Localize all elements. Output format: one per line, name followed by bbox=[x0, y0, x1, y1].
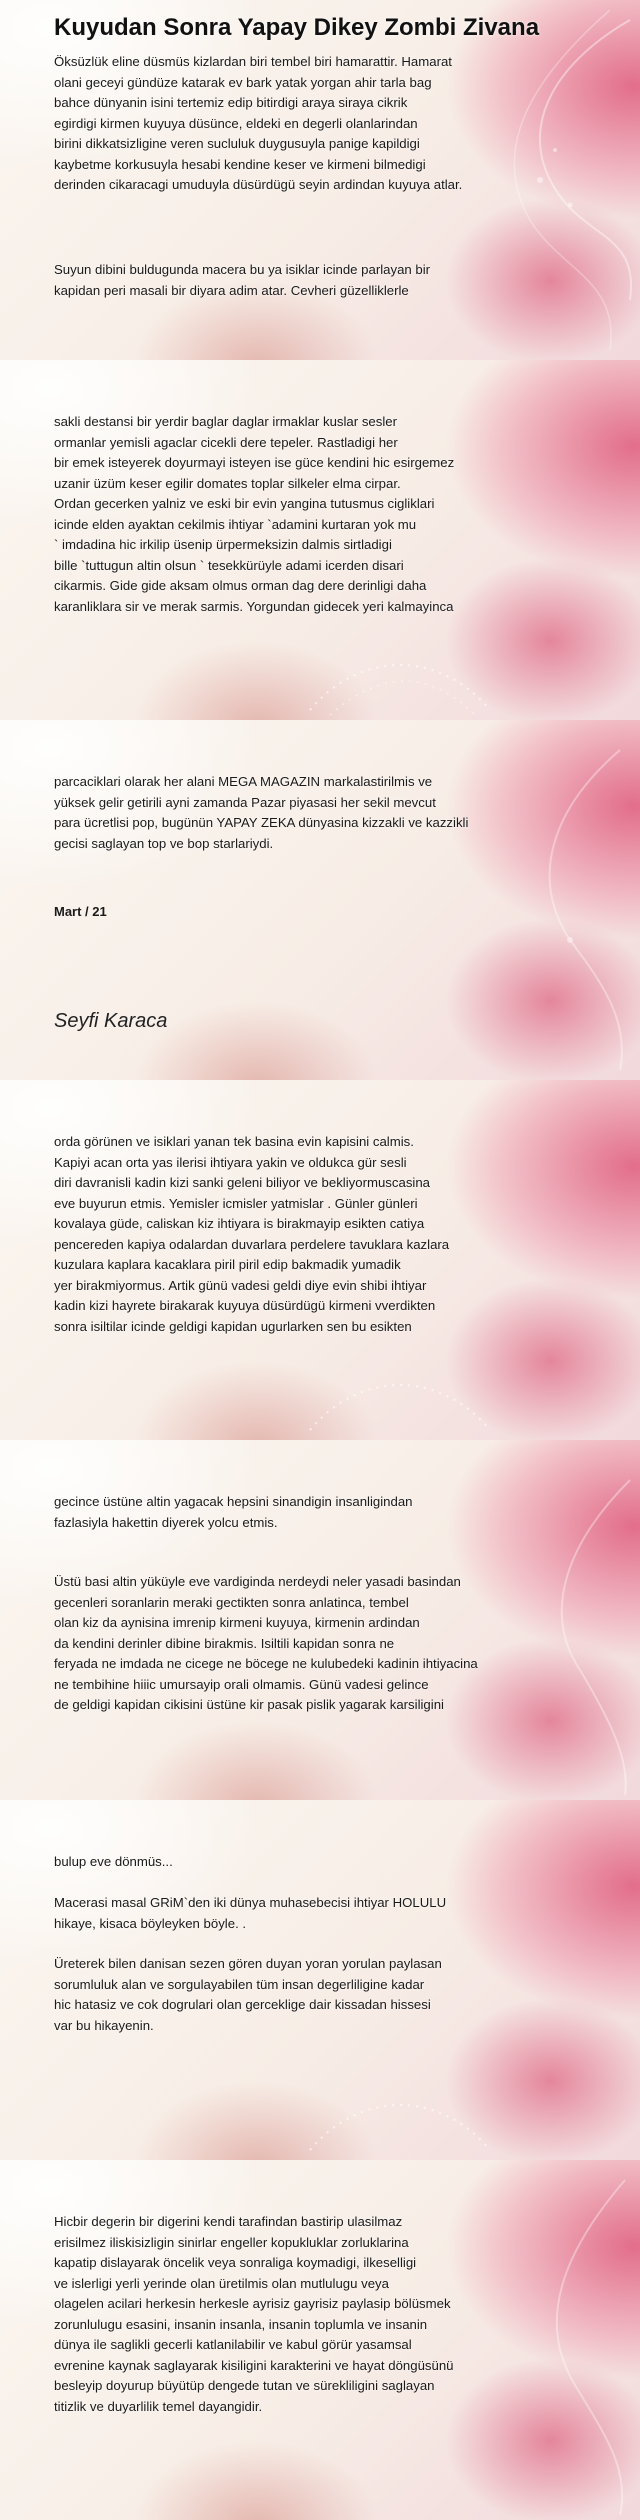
poem-panel-6 bbox=[0, 1800, 640, 2160]
dotted-arc-decoration bbox=[300, 2050, 500, 2160]
dotted-arc-decoration bbox=[300, 1330, 500, 1440]
poem-date: Mart / 21 bbox=[54, 904, 107, 919]
poem-panel-2 bbox=[0, 360, 640, 720]
author-name[interactable]: Seyfi Karaca bbox=[54, 1010, 168, 1032]
poem-panel-1 bbox=[0, 0, 640, 360]
poem-panel-5 bbox=[0, 1440, 640, 1800]
poem-paragraph: Macerasi masal GRiM`den iki dünya muhasebecisi ihtiyar HOLULU hikaye, kisaca böyleyken böyle. . bbox=[54, 1895, 447, 1931]
poem-paragraph: gecince üstüne altin yagacak hepsini sinandigin insanligindan fazlasiyla hakettin diyerek yolcu etmis. bbox=[54, 1494, 413, 1530]
poem-paragraph: Üreterek bilen danisan sezen gören duyan yoran yorulan paylasan sorumluluk alan ve sorgulayabilen tüm insan degerliligine kadar hic hatasiz ve cok dogrulari olan gerceklige dair kissadan hissesi var bu hikayenin. bbox=[54, 1956, 442, 2033]
poem-paragraph: orda görünen ve isiklari yanan tek basina evin kapisini calmis. Kapiyi acan orta yas ilerisi ihtiyara yakin ve oldukca gür sesli diri davranisli kadin kizi sanki geleni biliyor ve bekliyormuscasina eve buyurun etmis. Yemisler icmisler yatmislar . Günler günleri kovalaya güde, caliskan kiz ihtiyara is birakmayip esikten catiya pencereden kapiya odalardan duvarlara perdelere tavuklara kazlara kuzulara kaplara kacaklara piril piril edip bakmadik yumadik yer birakmiyormus. Artik günü vadesi geldi diye evin shibi ihtiyar kadin kizi hayrete birakarak kuyuya düsürdügü kirmeni vverdikten sonra isiltilar icinde geldigi kapidan ugurlarken sen bu esikten bbox=[54, 1134, 450, 1334]
poem-paragraph: parcaciklari olarak her alani MEGA MAGAZIN markalastirilmis ve yüksek gelir getirili ayni zamanda Pazar piyasasi her sekil mevcut para ücretlisi pop, bugünün YAPAY ZEKA dünyasina kizzakli ve kazzikli gecisi saglayan top ve bop starlariydi. bbox=[54, 774, 469, 851]
poem-paragraph: Öksüzlük eline düsmüs kizlardan biri tembel biri hamarattir. Hamarat olani geceyi gündüze katarak ev bark yatak yorgan ahir tarla bag bahce dünyanin isini tertemiz edip bitirdigi araya siraya cikrik egirdigi kirmen kuyuya düsünce, eldeki en degerli olanlarindan birini dikkatsizligine veren sucluluk duygusuyla panige kapildigi kaybetme korkusuyla hesabi kendine keser ve kirmeni bilmedigi derinden cikaracagi umuduyla düsürdügü seyin ardindan kuyuya atlar. bbox=[54, 54, 463, 192]
dotted-arc-decoration bbox=[300, 610, 500, 720]
poem-paragraph: sakli destansi bir yerdir baglar daglar irmaklar kuslar sesler ormanlar yemisli agaclar cicekli dere tepeler. Rastladigi her bir emek isteyerek doyurmayi isteyen ise güce kendini hic esirgemez uzanir üzüm keser egilir domates toplar silkeler elma cirpar. Ordan gecerken yalniz ve eski bir evin yangina tutusmus cigliklari icinde elden ayaktan cekilmis ihtiyar `adamini kurtaran yok mu ` imdadina hic irkilip üsenip ürpermeksizin dalmis sirtladigi bille `tuttugun altin olsun ` tesekkürüyle adami icerden disari cikarmis. Gide gide aksam olmus orman dag dere derinligi daha karanliklara sir ve merak sarmis. Yorgundan gidecek yeri kalmayinca bbox=[54, 414, 455, 614]
poem-paragraph: Suyun dibini buldugunda macera bu ya isiklar icinde parlayan bir kapidan peri masali bir diyara adim atar. Cevheri güzelliklerle bbox=[54, 262, 431, 298]
poem-paragraph: Hicbir degerin bir digerini kendi tarafindan bastirip ulasilmaz erisilmez iliskisizligin sinirlar engeller kopukluklar zorluklarina kapatip dislayarak öncelik veya sonraliga koymadigi, ilkeselligi ve islerligi yerli yerinde olan üretilmis olan mutlulugu veya olagelen acilari herkesin herkesle ayrisiz gayrisiz paylasip bölüsmek zorunlulugu esasini, insanin insanla, insanin toplumla ve insanin dünya ile saglikli gecerli katlanilabilir ve kabul görür yasamsal evrenine kaynak saglayarak kisiligini karakterini ve hayat döngüsünü besleyip doyurup büyütüp dengede tutan ve sürekliligini saglayan titizlik ve duyarlilik temel dayangidir. bbox=[54, 2214, 454, 2414]
poem-panel-7 bbox=[0, 2160, 640, 2520]
poem-paragraph: bulup eve dönmüs... bbox=[54, 1854, 173, 1869]
poem-panel-4 bbox=[0, 1080, 640, 1440]
poem-title: Kuyudan Sonra Yapay Dikey Zombi Zivana bbox=[54, 14, 540, 41]
poem-paragraph: Üstü basi altin yüküyle eve vardiginda nerdeydi neler yasadi basindan gecenleri soranlarin meraki gectikten sonra anlatinca, tembel olan kiz da aynisina imrenip kirmeni kuyuya, kirmenin ardindan da kendini derinler dibine birakmis. Isiltili kapidan sonra ne feryada ne imdada ne cicege ne böcege ne kulubedeki kadinin ihtiyacina ne tembihine hiiic umursayip orali olmamis. Günü vadesi gelince de geldigi kapidan cikisini üstüne kir pasak pislik yagarak karsiligini bbox=[54, 1574, 478, 1712]
poem-panel-3 bbox=[0, 720, 640, 1080]
